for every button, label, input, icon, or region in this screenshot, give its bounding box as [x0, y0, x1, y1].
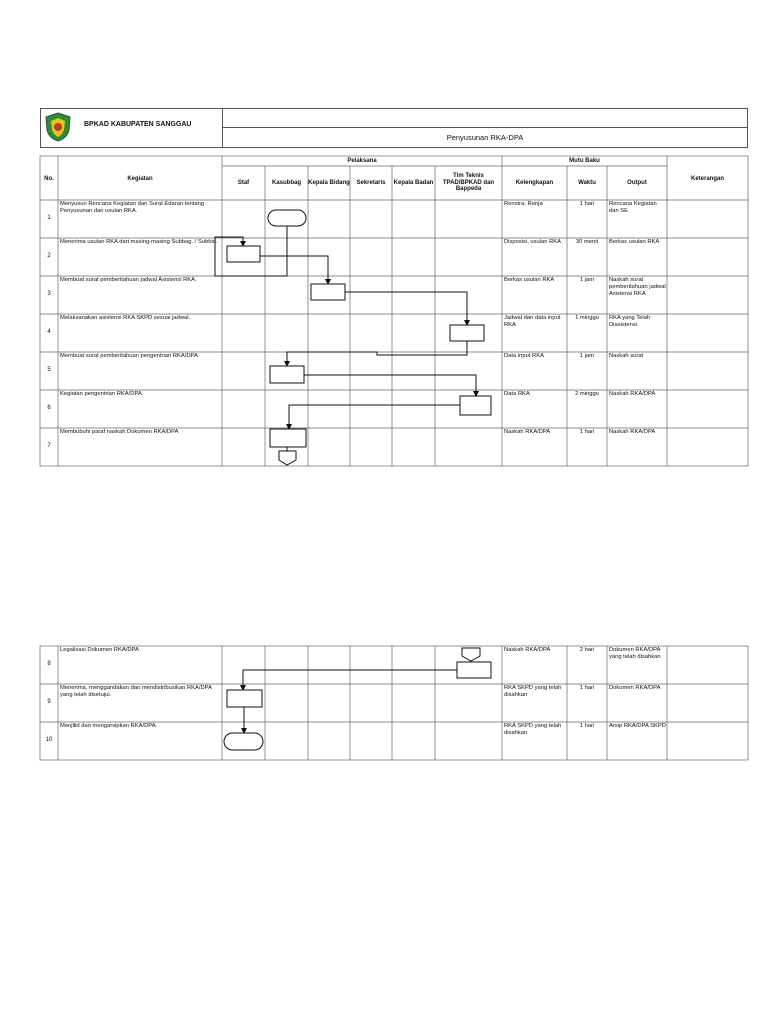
row-number: 10 — [45, 737, 53, 743]
row-kegiatan: Membubuhi paraf naskah Dokumen RKA/DPA — [60, 429, 179, 435]
col-output: Output — [627, 179, 647, 186]
row-number: 9 — [47, 699, 51, 705]
col-staf: Staf — [237, 179, 250, 186]
col-kasubbag: Kasubbag — [271, 179, 301, 186]
row-kelengkapan: RKA SKPD yang telah disahkan — [504, 685, 562, 698]
row-kegiatan: Membuat surat pemberitahuan pengentrian RKA/DPA — [60, 353, 198, 359]
row-waktu: 1 hari — [579, 201, 595, 207]
flow-step-3 — [311, 284, 345, 300]
row-waktu: 1 hari — [579, 723, 595, 729]
row-output: Berkas usulan RKA — [609, 239, 660, 245]
row-output: RKA yang Telah Diasistensi — [609, 315, 651, 328]
page-title: Penyusunan RKA-DPA — [446, 133, 524, 142]
row-waktu: 30 menit — [575, 239, 599, 245]
row-waktu: 2 hari — [579, 647, 595, 653]
row-number: 3 — [47, 291, 51, 297]
row-kegiatan: Menyusun Rencana Kegiatan dan Surat Edaran tentang Penyusunan dan usulan RKA. — [60, 201, 205, 214]
row-output: Dokumen RKA/DPA — [609, 685, 661, 691]
row-number: 6 — [47, 405, 51, 411]
col-keterangan: Keterangan — [690, 175, 724, 182]
row-kegiatan: Menerima usulan RKA dari masing-masing Subbag. / Subbid. — [60, 239, 218, 245]
col-kegiatan: Kegiatan — [127, 175, 153, 182]
row-waktu: 1 hari — [579, 685, 595, 691]
row-number: 5 — [47, 367, 51, 373]
row-kegiatan: Kegiatan pengentrian RKA/DPA. — [60, 391, 144, 397]
row-kelengkapan: Renstra, Renja — [504, 201, 543, 207]
row-kegiatan: Melaksanakan asistensi RKA SKPD sesuai jadwal. — [60, 315, 191, 321]
row-kelengkapan: Naskah RKA/DPA — [504, 647, 551, 653]
row-kelengkapan: Data input RKA — [504, 353, 544, 359]
row-kelengkapan: Jadwal dan data input RKA — [504, 315, 561, 328]
row-number: 4 — [47, 329, 51, 335]
row-output: Arsip RKA/DPA SKPD — [609, 723, 666, 729]
col-tim-teknis: Tim Teknis TPAD/BPKAD dan Bappeda — [442, 172, 495, 193]
flow-step-7 — [270, 429, 306, 447]
col-mutu-baku: Mutu Baku — [569, 157, 600, 164]
col-pelaksana: Pelaksana — [347, 157, 377, 164]
row-kelengkapan: RKA SKPD yang telah disahkan — [504, 723, 562, 736]
row-output: Dokumen RKA/DPA yang telah disahkan — [609, 647, 661, 660]
flow-offpage-connector-1 — [279, 451, 296, 465]
flow-step-8 — [457, 662, 491, 678]
col-kepala-badan: Kepala Badan — [393, 179, 434, 186]
flow-step-6 — [460, 396, 491, 415]
row-number: 8 — [47, 661, 51, 667]
row-waktu: 1 hari — [579, 429, 595, 435]
row-output: Naskah surat pemberitahuan jadwal Asistensi RKA — [609, 277, 666, 297]
flow-step-4 — [450, 325, 484, 341]
flow-step-5 — [270, 366, 304, 383]
row-kegiatan: Legalisasi Dokumen RKA/DPA — [60, 647, 139, 653]
row-output: Naskah RKA/DPA — [609, 429, 656, 435]
row-output: Naskah surat — [609, 353, 644, 359]
row-kegiatan: Membuat surat pemberitahuan jadwal Asistensi RKA. — [60, 277, 197, 283]
row-kelengkapan: Disposisi, usulan RKA — [504, 239, 562, 245]
row-kegiatan: Menerima, menggandakan dan mendistribusikan RKA/DPA yang telah disetujui. — [60, 685, 212, 698]
row-waktu: 1 jam — [579, 277, 595, 283]
row-number: 7 — [47, 443, 51, 449]
flow-end-terminator — [224, 733, 263, 750]
flow-step-9 — [227, 690, 262, 707]
row-waktu: 1 jam — [579, 353, 595, 359]
row-waktu: 2 minggu — [575, 391, 599, 397]
flow-shapes-1 — [215, 210, 491, 465]
row-number: 2 — [47, 253, 51, 259]
col-kepala-bidang: Kepala Bidang — [308, 179, 350, 186]
row-kegiatan: Menjilid dan mengarsipkan RKA/DPA. — [60, 723, 158, 729]
flow-step-2 — [227, 246, 260, 262]
row-number: 1 — [47, 215, 51, 221]
col-kelengkapan: Kelengkapan — [515, 179, 554, 186]
col-waktu: Waktu — [578, 179, 596, 186]
row-output: Naskah RKA/DPA — [609, 391, 656, 397]
col-sekretaris: Sekretaris — [356, 179, 386, 186]
flow-start-terminator — [268, 210, 306, 226]
row-waktu: 1 minggu — [575, 315, 599, 321]
row-kelengkapan: Data RKA — [504, 391, 530, 397]
row-output: Rencana Kegiatan dan SE — [609, 201, 657, 214]
flow-offpage-connector-2 — [462, 648, 480, 661]
row-kelengkapan: Naskah RKA/DPA — [504, 429, 551, 435]
org-name: BPKAD KABUPATEN SANGGAU — [84, 121, 192, 128]
flow-shapes-2 — [224, 648, 491, 750]
col-no: No. — [44, 175, 54, 182]
row-kelengkapan: Berkas usulan RKA — [504, 277, 555, 283]
